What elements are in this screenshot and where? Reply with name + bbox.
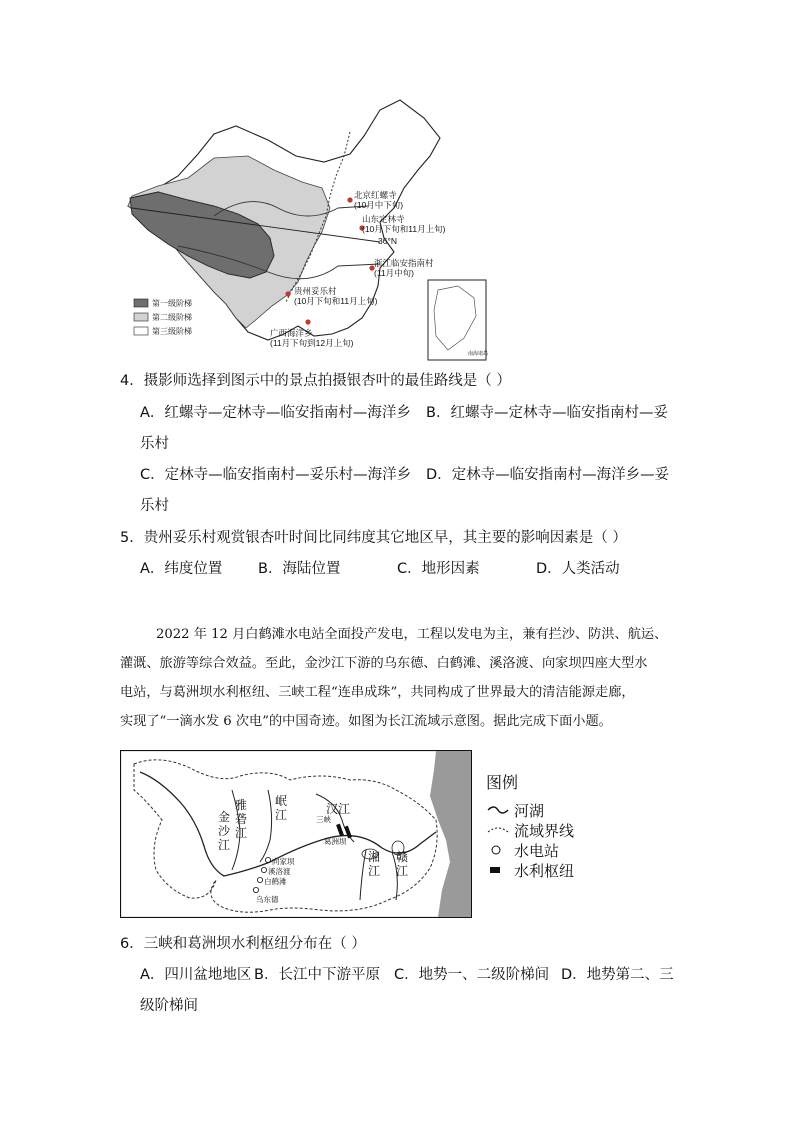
legend-first-step: 第一级阶梯	[152, 299, 192, 308]
legend-item	[486, 800, 574, 820]
passage-line: 实现了“一滴水发 6 次电”的中国奇迹。如图为长江流域示意图。据此完成下面小题。	[120, 714, 612, 729]
station-label: 向家坝	[272, 857, 295, 866]
site-label-name: 北京红螺寺	[354, 190, 397, 200]
q5-stem: 5．贵州妥乐村观赏银杏叶时间比同纬度其它地区早，其主要的影响因素是（ ）	[120, 530, 627, 546]
passage-line: 2022 年 12 月白鹤滩水电站全面投产发电，工程以发电为主，兼有拦沙、防洪、航运、	[156, 627, 668, 642]
legend-title: 图例	[486, 775, 519, 792]
inset-label: 南海诸岛	[468, 351, 489, 357]
legend-label: 河湖	[514, 802, 545, 820]
site-haiyang	[305, 319, 310, 324]
legend-list	[486, 800, 574, 880]
reading-passage	[120, 620, 680, 736]
q4-option-b-cont: 乐村	[140, 436, 169, 452]
q5-option-c[interactable]: C．地形因素	[397, 561, 480, 577]
passage-line: 灌溉、旅游等综合效益。至此，金沙江下游的乌东德、白鹤滩、溪洛渡、向家坝四座大型水	[120, 656, 648, 671]
yangtze-map-svg	[120, 750, 472, 918]
river-label-jinsha: 金沙江	[218, 810, 231, 852]
river-label-han: 汉江	[326, 802, 351, 816]
site-hongluo	[347, 197, 352, 202]
legend-label: 水利枢纽	[514, 862, 575, 880]
river-label-xiang: 湘江	[368, 850, 381, 878]
legend-swatch-second	[134, 313, 148, 321]
q4-option-b[interactable]: B．红螺寺—定林寺—临安指南村—妥	[426, 405, 668, 421]
site-label-time: (10月下旬和11月上旬)	[362, 224, 446, 234]
q6-option-c[interactable]: C．地势一、二级阶梯间	[394, 967, 550, 983]
china-terrain-map	[118, 96, 498, 366]
site-label-time: (11月下旬到12月上旬)	[270, 338, 354, 348]
hydropower-station-icon	[486, 844, 510, 856]
water-hub-icon	[486, 864, 510, 876]
site-label-time: (11月中旬)	[374, 268, 414, 278]
q4-option-d-cont: 乐村	[140, 498, 169, 514]
q5-option-a[interactable]: A．纬度位置	[140, 561, 223, 577]
river-label-gan: 赣江	[396, 850, 409, 878]
legend-swatch-first	[134, 299, 148, 307]
station-label: 白鹤滩	[264, 877, 287, 886]
legend-label: 水电站	[514, 842, 560, 860]
q4-option-a[interactable]: A．红螺寺—定林寺—临安指南村—海洋乡	[140, 405, 411, 421]
station-label: 乌东德	[256, 895, 279, 904]
legend-swatch-third	[134, 327, 148, 335]
q4-option-d[interactable]: D．定林寺—临安指南村—海洋乡—妥	[426, 467, 670, 483]
q6-option-d[interactable]: D．地势第二、三	[561, 967, 674, 983]
legend-item	[486, 820, 574, 840]
site-label-name: 浙江临安指南村	[374, 258, 434, 268]
river-label-yalong: 雅砻江	[235, 798, 248, 840]
q6-option-a[interactable]: A．四川盆地地区	[140, 967, 252, 983]
q6-option-b[interactable]: B．长江中下游平原	[254, 967, 380, 983]
passage-line: 电站，与葛洲坝水利枢纽、三峡工程“连串成珠”，共同构成了世界最大的清洁能源走廊，	[120, 685, 635, 700]
legend-third-step: 第三级阶梯	[152, 327, 192, 336]
site-label-name: 广西海洋乡	[270, 328, 313, 338]
site-label-time: (10月下旬和11月上旬)	[294, 296, 378, 306]
q5-option-b[interactable]: B．海陆位置	[258, 561, 341, 577]
legend-item	[486, 840, 574, 860]
q5-option-d[interactable]: D．人类活动	[536, 561, 620, 577]
river-lake-icon	[486, 804, 510, 816]
site-tuole	[285, 291, 290, 296]
hub-label-sanxia: 三峡	[316, 815, 331, 824]
q4-option-c[interactable]: C．定林寺—临安指南村—妥乐村—海洋乡	[140, 467, 412, 483]
map-frame	[121, 751, 472, 918]
site-label-name: 贵州妥乐村	[294, 286, 337, 296]
legend-item	[486, 860, 574, 880]
legend-label: 流域界线	[514, 822, 575, 840]
q6-stem: 6．三峡和葛洲坝水利枢纽分布在（ ）	[120, 936, 366, 952]
station-label: 溪洛渡	[268, 867, 291, 876]
yangtze-basin-map	[120, 750, 472, 918]
site-label-time: (10月中下旬)	[354, 200, 404, 210]
site-label-name: 山东定林寺	[362, 214, 405, 224]
inset-frame	[428, 280, 489, 360]
q6-option-d-cont: 级阶梯间	[140, 998, 198, 1014]
river-label-min: 岷江	[275, 794, 288, 822]
latitude-label: 36°N	[378, 236, 397, 246]
legend-second-step: 第二级阶梯	[152, 313, 192, 322]
hub-label-gezhouba: 葛洲坝	[324, 837, 347, 846]
basin-boundary-icon	[486, 824, 510, 836]
q4-stem: 4．摄影师选择到图示中的景点拍摄银杏叶的最佳路线是（ ）	[120, 373, 511, 389]
